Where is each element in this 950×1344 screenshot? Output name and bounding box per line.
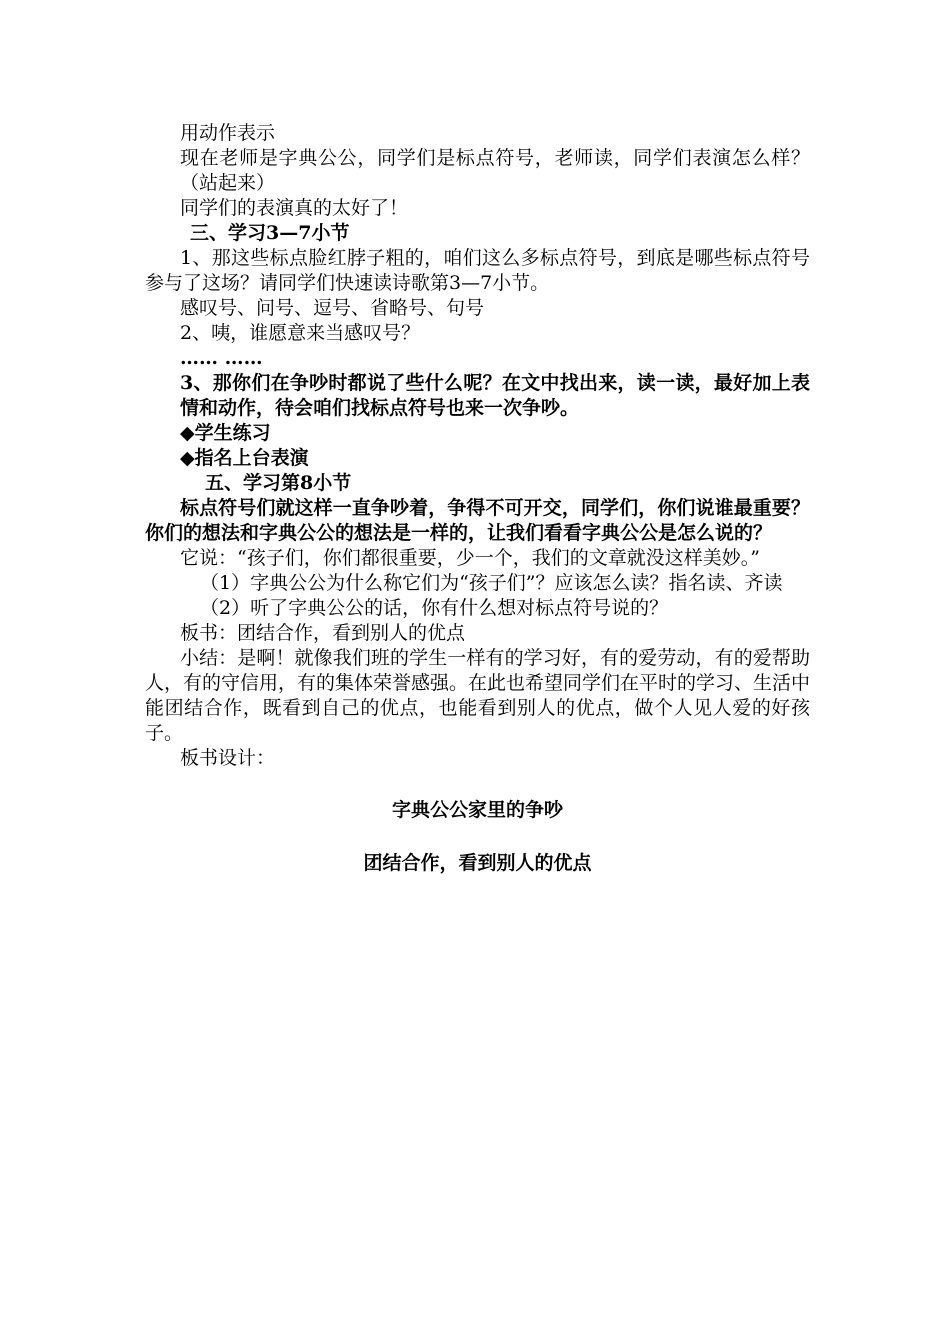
text-paragraph: 3、那你们在争吵时都说了些什么呢？在文中找出来，读一读，最好加上表情和动作，待会咱们找标点符号也来一次争吵。: [180, 372, 810, 419]
text-line: 感叹号、问号、逗号、省略号、句号: [180, 297, 485, 319]
text-paragraph: 它说：“孩子们，你们都很重要，少一个，我们的文章就没这样美妙。”: [180, 547, 760, 569]
text-paragraph: 标点符号们就这样一直争吵着，争得不可开交，同学们，你们说谁最重要？你们的想法和字典公公的想法是一样的，让我们看看字典公公是怎么说的？: [145, 497, 810, 544]
section-heading: 三、学习3—7小节: [190, 222, 350, 244]
text-paragraph: 现在老师是字典公公，同学们是标点符号，老师读，同学们表演怎么样？（站起来）: [180, 147, 810, 194]
text-paragraph: 1、那这些标点脸红脖子粗的，咱们这么多标点符号，到底是哪些标点符号参与了这场？请同学们快速读诗歌第3—7小节。: [145, 247, 810, 294]
ellipsis-line: …… ……: [180, 347, 263, 369]
spacer: [145, 823, 810, 851]
text-line: 同学们的表演真的太好了！: [180, 197, 409, 219]
document-body: [145, 121, 810, 876]
text-line: （2）听了字典公公的话，你有什么想对标点符号说的？: [200, 597, 669, 619]
text-line: 2、咦，谁愿意来当感叹号？: [180, 322, 421, 344]
board-design-title: 字典公公家里的争吵: [391, 799, 563, 821]
board-design-subtitle: 团结合作，看到别人的优点: [363, 852, 592, 874]
spacer: [145, 771, 810, 798]
text-line: 用动作表示: [180, 122, 276, 144]
text-paragraph: 小结：是啊！就像我们班的学生一样有的学习好，有的爱劳动，有的爱帮助人，有的守信用，有的集体荣誉感强。在此也希望同学们在平时的学习、生活中能团结合作，既看到自己的优点，也能看到别人的优点，做个人见人爱的好孩子。: [145, 647, 811, 744]
section-heading: 五、学习第8小节: [205, 472, 352, 494]
text-line: 板书：团结合作，看到别人的优点: [180, 622, 466, 644]
bullet-item: ◆指名上台表演: [180, 447, 309, 469]
text-line: 板书设计：: [180, 747, 276, 769]
text-paragraph: （1）字典公公为什么称它们为“孩子们”？应该怎么读？指名读、齐读: [200, 572, 783, 594]
bullet-item: ◆学生练习: [180, 422, 271, 444]
